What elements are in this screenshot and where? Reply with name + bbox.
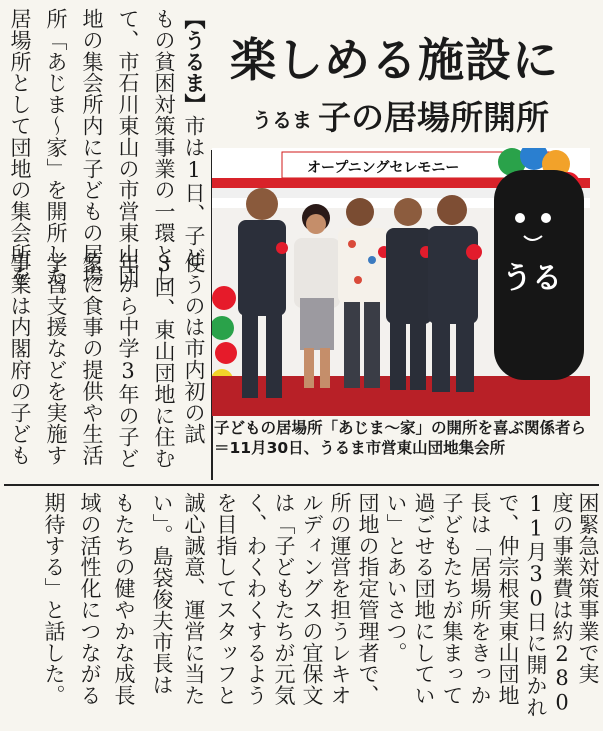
body-column-22: 所の運営を担うレキオ	[328, 492, 352, 706]
body-column-6-text: 市は1日、子ど	[182, 115, 206, 268]
body-column-27: 長は「居場所をきっか	[468, 492, 492, 706]
body-column-21: ルディングスの宜保文	[300, 492, 324, 706]
subhead: 子の居場所開所	[318, 98, 549, 137]
headline: 楽しめる施設に	[230, 33, 559, 87]
section-separator	[4, 484, 599, 486]
subhead-location: うるま	[252, 108, 312, 132]
body-column-1: 居場所として団地の集会所を	[8, 8, 32, 287]
body-column-14: 域の活性化につながる	[78, 492, 102, 706]
mascot-character	[494, 148, 584, 380]
body-column-24: い」とあいさつ。	[384, 492, 408, 664]
body-column-19: く、わくわくするよう	[244, 492, 268, 706]
banner-text: オープニングセレモニー	[307, 160, 460, 176]
body-column-11: 3回、東山団地に住む	[152, 252, 176, 469]
body-column-4: て、市石川東山の市営東山団	[116, 8, 140, 287]
body-column-15: もたちの健やかな成長	[112, 492, 136, 706]
body-column-31: 困緊急対策事業で実	[576, 492, 600, 685]
body-column-29: 11月30日に開かれ	[524, 492, 548, 718]
body-column-5: もの貧困対策事業の一環とし	[152, 8, 176, 287]
body-column-2: 所「あじま～家」を開所した。	[44, 8, 68, 308]
body-column-26: 子どもたちが集まって	[440, 492, 464, 706]
body-column-3: 地の集会所内に子どもの居場	[80, 8, 104, 287]
body-column-12: 使うのは市内初の試	[182, 252, 206, 445]
body-column-7: 事業は内閣府の子ども	[8, 252, 32, 466]
body-column-23: 団地の指定管理者で、	[356, 492, 380, 706]
body-column-16: い」。島袋俊夫市長は	[150, 492, 174, 696]
location-tag: 【うるま】	[182, 8, 207, 115]
body-column-8: 学習支援などを実施す	[44, 252, 68, 466]
body-column-17: 誠心誠意、運営に当た	[182, 492, 206, 706]
body-column-20: は「子どもたちが元気	[272, 492, 296, 706]
ceremony-photo	[212, 148, 590, 416]
mascot-text: うる	[502, 261, 562, 296]
body-column-25: 過ごせる団地にしてい	[412, 492, 436, 706]
body-column-18: を目指してスタッフと	[214, 492, 238, 706]
body-column-30: 度の事業費は約280	[550, 492, 574, 715]
body-column-10: 年から中学3年の子ど	[116, 252, 140, 469]
photo-illustration	[212, 148, 590, 416]
body-column-13: 期待する」と話した。	[42, 492, 66, 706]
body-column-28: で、仲宗根実東山団地	[496, 492, 520, 706]
body-column-9: 象に食事の提供や生活	[80, 252, 104, 466]
photo-caption: 子どもの居場所「あじま～家」の開所を喜ぶ関係者ら＝11月30日、うるま市営東山団地集会所	[214, 419, 587, 457]
